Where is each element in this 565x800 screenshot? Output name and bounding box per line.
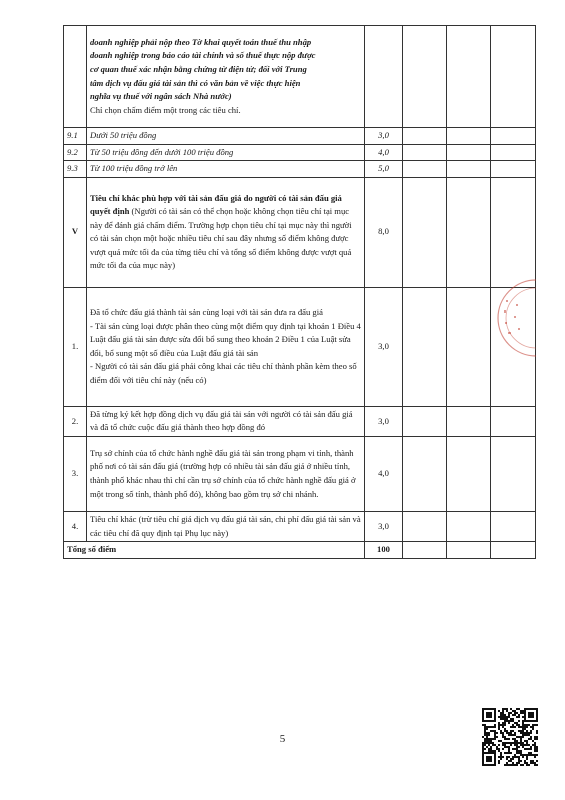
criterion-description-cell: Từ 50 triệu đồng đến dưới 100 triệu đồng bbox=[87, 144, 365, 161]
empty-cell bbox=[403, 436, 447, 511]
empty-cell bbox=[403, 128, 447, 145]
total-row bbox=[64, 542, 536, 559]
criterion-description-cell bbox=[87, 287, 365, 406]
empty-cell bbox=[447, 128, 491, 145]
table-row bbox=[64, 511, 536, 541]
empty-cell bbox=[491, 26, 536, 128]
empty-cell bbox=[403, 542, 447, 559]
empty-cell bbox=[447, 287, 491, 406]
criterion-description-cell: Đã từng ký kết hợp đồng dịch vụ đấu giá tài sản với người có tài sản đấu giá và đã tổ chức cuộc đấu giá thành theo hợp đồng đó bbox=[87, 406, 365, 436]
score-cell: 3,0 bbox=[365, 406, 403, 436]
total-label-cell: Tổng số điểm bbox=[64, 542, 365, 559]
intro-note: Chỉ chọn chấm điểm một trong các tiêu chí. bbox=[90, 104, 241, 115]
score-cell: 8,0 bbox=[365, 177, 403, 287]
empty-cell bbox=[491, 177, 536, 287]
qr-code-graphic bbox=[480, 706, 540, 768]
empty-cell bbox=[447, 161, 491, 178]
score-cell: 5,0 bbox=[365, 161, 403, 178]
table-row bbox=[64, 287, 536, 406]
empty-cell bbox=[447, 177, 491, 287]
table-row bbox=[64, 26, 536, 128]
intro-line: nghĩa vụ thuế với ngân sách Nhà nước) bbox=[90, 91, 232, 102]
row-number-cell: 1. bbox=[64, 287, 87, 406]
empty-cell bbox=[491, 542, 536, 559]
empty-cell bbox=[491, 128, 536, 145]
score-cell: 4,0 bbox=[365, 436, 403, 511]
row-number-cell: 4. bbox=[64, 511, 87, 541]
empty-cell bbox=[491, 161, 536, 178]
criterion-paragraph: - Người có tài sản đấu giá phải công khai các tiêu chí thành phần kèm theo số điểm đối với tiêu chí này (nếu có) bbox=[90, 361, 357, 385]
empty-cell bbox=[403, 406, 447, 436]
table-row bbox=[64, 161, 536, 178]
empty-cell bbox=[403, 287, 447, 406]
criterion-description-cell: Tiêu chí khác (trừ tiêu chí giá dịch vụ đấu giá tài sản, chi phí đấu giá tài sản và các tiêu chí đã quy định tại Phụ lục này) bbox=[87, 511, 365, 541]
row-number-cell: 9.3 bbox=[64, 161, 87, 178]
row-number-cell: 9.1 bbox=[64, 128, 87, 145]
empty-cell bbox=[403, 511, 447, 541]
score-cell bbox=[365, 26, 403, 128]
score-cell: 4,0 bbox=[365, 144, 403, 161]
intro-line: doanh nghiệp phải nộp theo Tờ khai quyết toán thuế thu nhập bbox=[90, 36, 312, 47]
empty-cell bbox=[403, 26, 447, 128]
criterion-paragraph: - Tài sản cùng loại được phân theo cùng một điểm quy định tại khoản 1 Điều 4 Luật đấu giá tài sản được sửa đổi bổ sung theo khoản 2 Điều 1 của Luật sửa đổi, bổ sung một số điều của Luật đấu giá tài sản bbox=[90, 320, 361, 358]
empty-cell bbox=[403, 161, 447, 178]
table-row bbox=[64, 128, 536, 145]
intro-line: tâm dịch vụ đấu giá tài sản thì có văn bản về việc thực hiện bbox=[90, 77, 301, 88]
empty-cell bbox=[491, 144, 536, 161]
score-cell: 3,0 bbox=[365, 128, 403, 145]
row-number-cell: 9.2 bbox=[64, 144, 87, 161]
empty-cell bbox=[491, 511, 536, 541]
qr-code-icon bbox=[480, 706, 540, 768]
empty-cell bbox=[447, 144, 491, 161]
row-number-cell: 2. bbox=[64, 406, 87, 436]
criterion-description-cell: Từ 100 triệu đồng trở lên bbox=[87, 161, 365, 178]
intro-line: cơ quan thuế xác nhận bằng chứng từ điện tử; đối với Trung bbox=[90, 63, 307, 74]
score-cell: 3,0 bbox=[365, 287, 403, 406]
empty-cell bbox=[447, 26, 491, 128]
red-seal-stamp-icon bbox=[496, 272, 536, 362]
empty-cell bbox=[447, 511, 491, 541]
page-number: 5 bbox=[279, 733, 286, 745]
criterion-description-cell bbox=[87, 177, 365, 287]
criterion-description-cell: Trụ sở chính của tổ chức hành nghề đấu giá tài sản trong phạm vi tỉnh, thành phố nơi có tài sản đấu giá (trường hợp có nhiều tài sản đấu giá ở nhiều tỉnh, thành phố khác nhau thì chỉ cần trụ sở chính của tổ chức hành nghề đấu giá ở một trong số tỉnh, thành phố đó), không bao gồm trụ sở chi nhánh. bbox=[87, 436, 365, 511]
empty-cell bbox=[447, 406, 491, 436]
table-row bbox=[64, 406, 536, 436]
score-cell: 3,0 bbox=[365, 511, 403, 541]
empty-cell bbox=[491, 406, 536, 436]
row-number-cell: 3. bbox=[64, 436, 87, 511]
empty-cell bbox=[403, 144, 447, 161]
empty-cell bbox=[447, 436, 491, 511]
empty-cell bbox=[447, 542, 491, 559]
table-row bbox=[64, 436, 536, 511]
row-number-cell bbox=[64, 26, 87, 128]
empty-cell bbox=[491, 436, 536, 511]
table-row bbox=[64, 177, 536, 287]
total-score-cell: 100 bbox=[365, 542, 403, 559]
criterion-description-cell: Dưới 50 triệu đồng bbox=[87, 128, 365, 145]
criterion-description-cell bbox=[87, 26, 365, 128]
empty-cell bbox=[403, 177, 447, 287]
seal-graphic bbox=[496, 272, 536, 362]
table-row bbox=[64, 144, 536, 161]
criterion-paragraph: Đã tổ chức đấu giá thành tài sản cùng loại với tài sản đưa ra đấu giá bbox=[90, 307, 323, 317]
scoring-criteria-table bbox=[63, 25, 536, 559]
section-title: Tiêu chí khác phù hợp với tài sản đấu giá do người có tài sản đấu giá quyết định bbox=[90, 192, 342, 217]
section-description: (Người có tài sản có thể chọn hoặc không chọn tiêu chí tại mục này để đánh giá chấm điểm. Trường hợp chọn tiêu chí tại mục này thì người có tài sản chọn một hoặc nhiều tiêu chí sau đây nhưng số điểm không được vượt quá mức tối đa của từng tiêu chí và tổng số điểm không được vượt quá mức tối đa của mục này) bbox=[90, 206, 352, 271]
section-number-cell: V bbox=[64, 177, 87, 287]
intro-line: doanh nghiệp trong báo cáo tài chính và số thuế thực nộp được bbox=[90, 50, 316, 61]
